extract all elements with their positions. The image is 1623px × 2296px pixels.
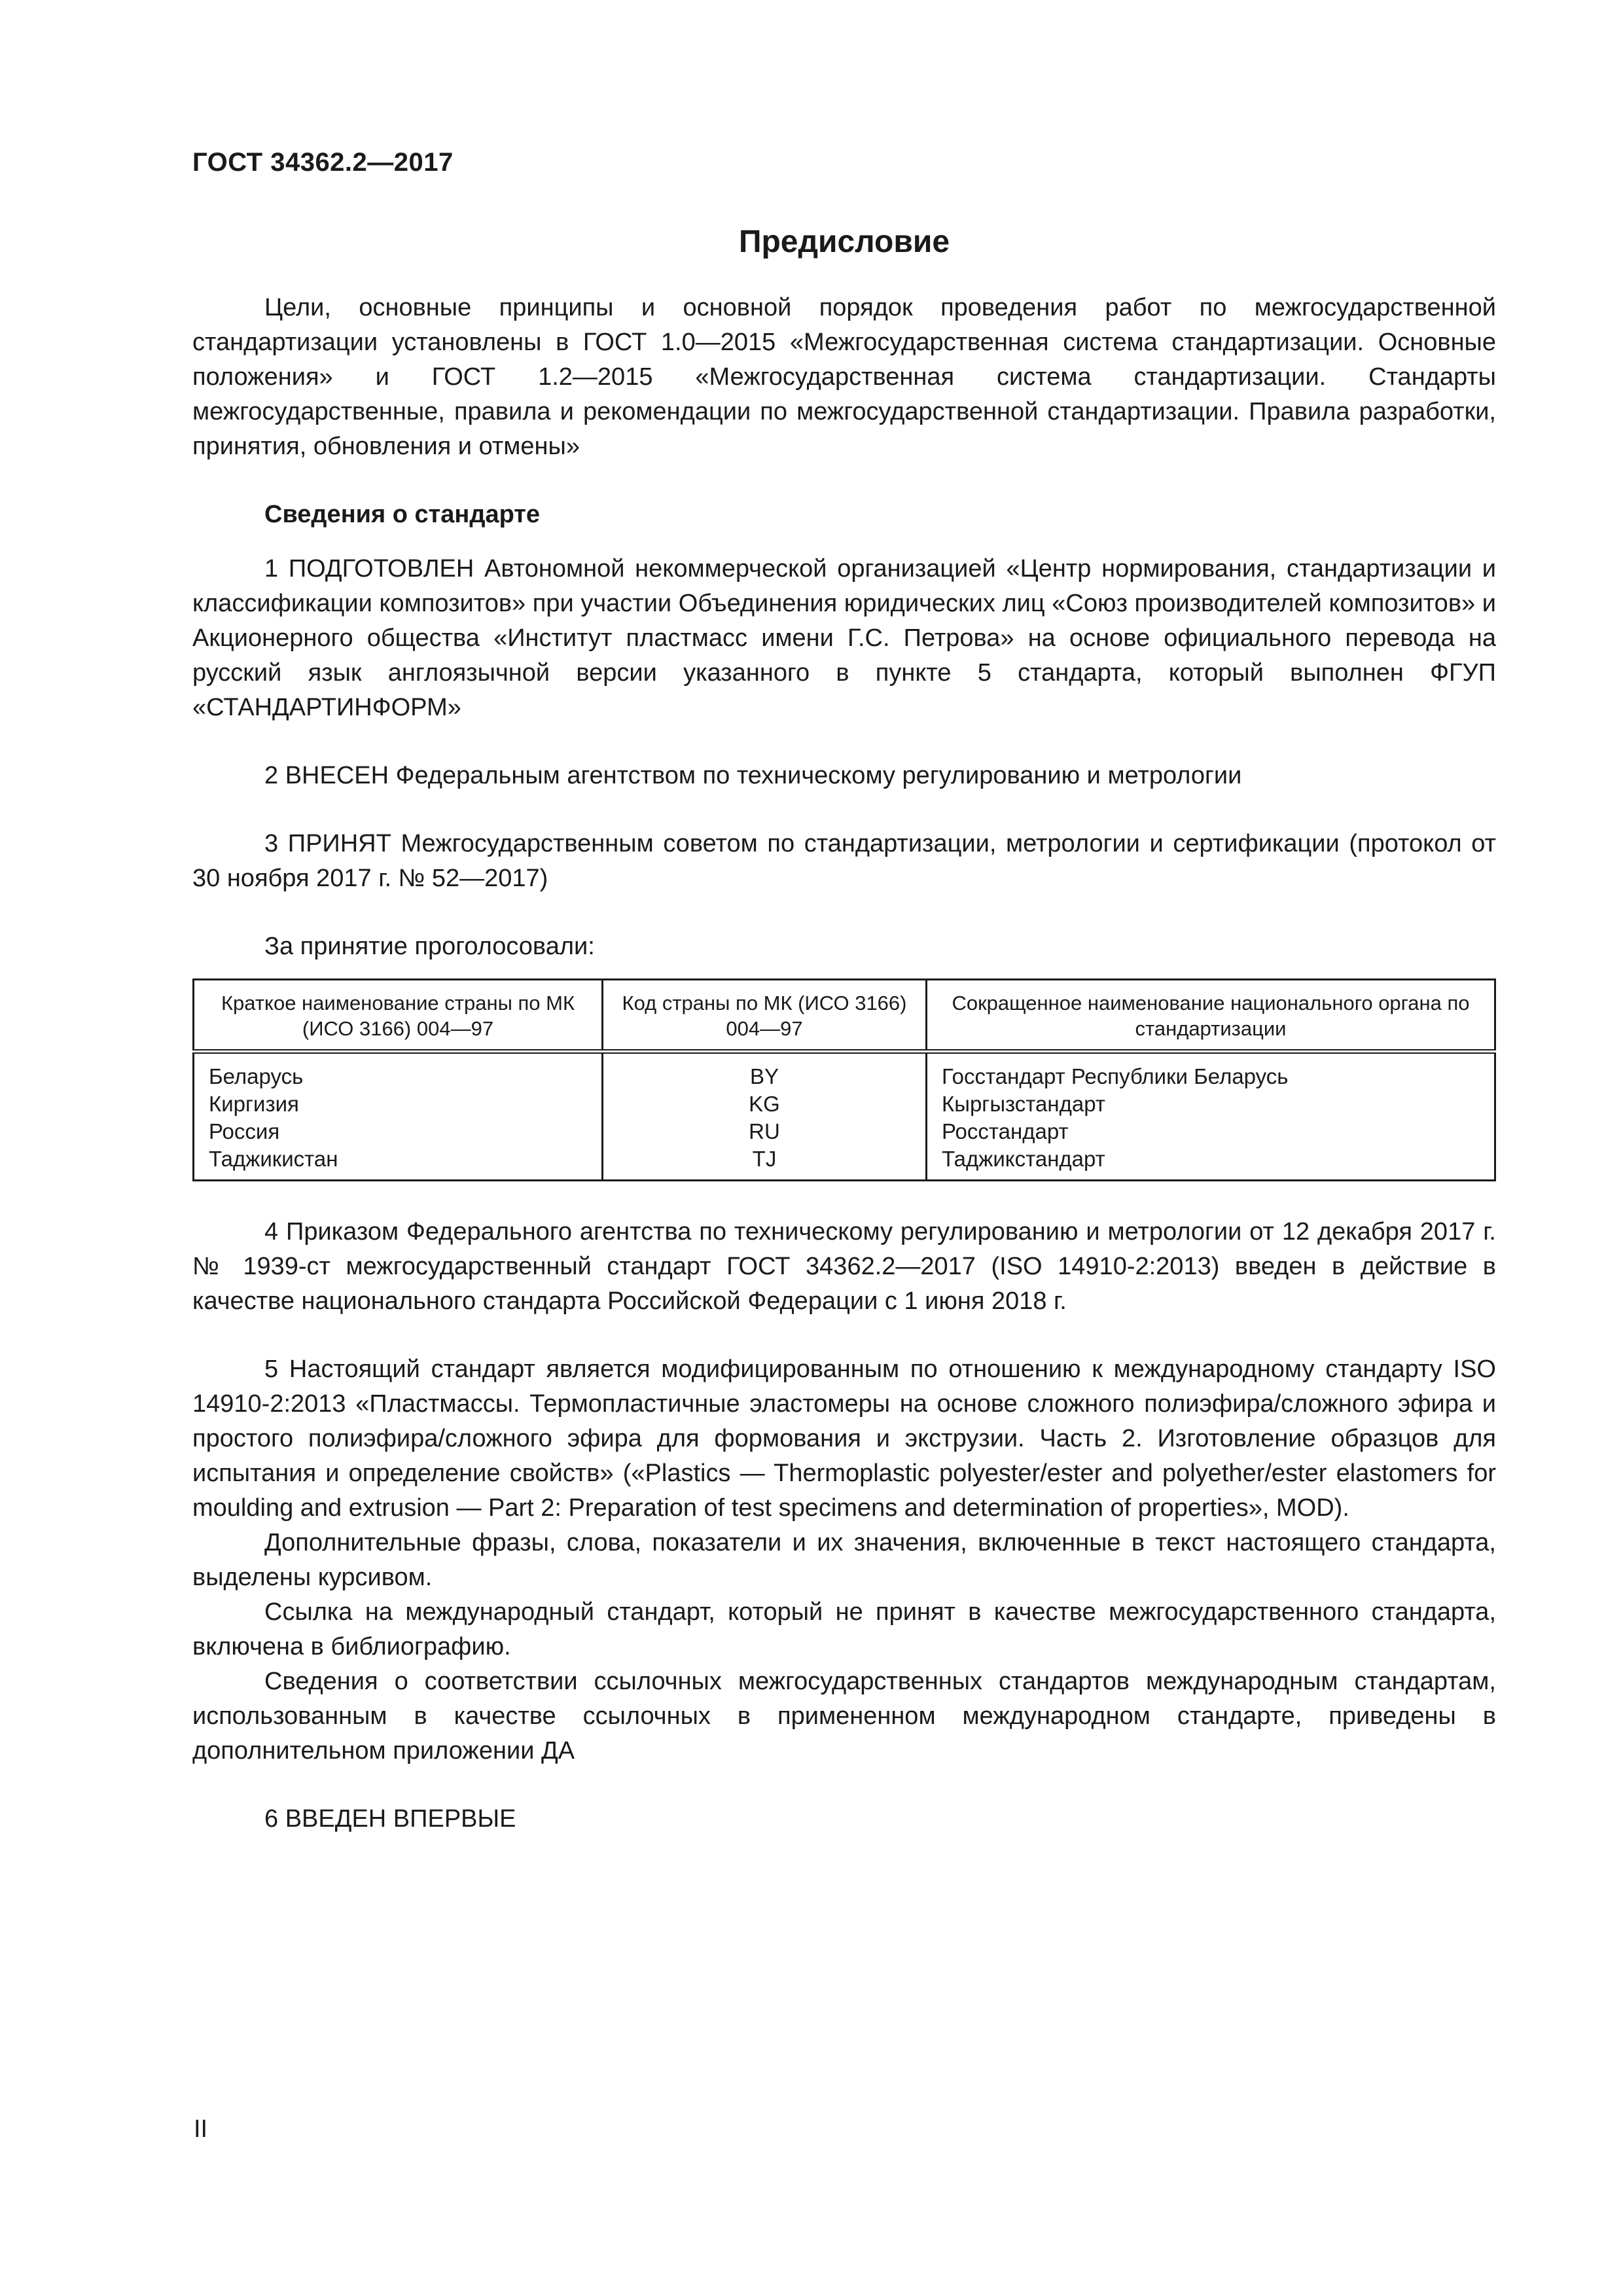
country-code-cell: BY [603,1052,927,1091]
table-intro: За принятие проголосовали: [264,933,595,960]
page-title: Предисловие [738,224,950,259]
country-name-cell: Таджикистан [194,1145,603,1181]
table-row [194,1145,1495,1181]
standards-body-cell: Кыргызстандарт [927,1090,1495,1118]
item-5-paragraph: 5 Настоящий стандарт является модифицированным по отношению к международному стандарту ISO 14910-2:2013 «Пластмассы. Термопластичные эластомеры на основе сложного полиэфира/сложного эфира и простого полиэфира/сложного эфира для формования и экструзии. Часть 2. Изготовление образцов для испытания и определение свойств» («Plastics — Thermoplastic polyester/ester and polyether/ester elastomers for moulding and extrusion — Part 2: Preparation of test specimens and determination of properties», MOD). [192,1355,1496,1522]
item-5-annex-note: Сведения о соответствии ссылочных межгосударственных стандартов международным стандартам, использованным в качестве ссылочных в примененном международном стандарте, приведены в дополнительном приложении ДА [192,1668,1496,1765]
standards-body-cell: Таджикстандарт [927,1145,1495,1181]
standards-body-cell: Госстандарт Республики Беларусь [927,1052,1495,1091]
section-heading: Сведения о стандарте [264,501,541,528]
voting-states-table [192,978,1496,1181]
item-4-paragraph: 4 Приказом Федерального агентства по техническому регулированию и метрологии от 12 декабря 2017 г. № 1939-ст межгосударственный стандарт ГОСТ 34362.2—2017 (ISO 14910-2:2013) введен в действие в качестве национального стандарта Российской Федерации с 1 июня 2018 г. [192,1218,1496,1315]
country-code-cell: KG [603,1090,927,1118]
item-6-paragraph: 6 ВВЕДЕН ВПЕРВЫЕ [264,1805,516,1833]
page-content [192,291,1496,1837]
table-header-country-code: Код страны по МК (ИСО 3166) 004—97 [603,980,927,1052]
country-name-cell: Россия [194,1118,603,1145]
item-2-paragraph: 2 ВНЕСЕН Федеральным агентством по техническому регулированию и метрологии [264,762,1242,789]
page-number: II [194,2115,208,2143]
country-code-cell: RU [603,1118,927,1145]
country-name-cell: Беларусь [194,1052,603,1091]
table-row [194,1052,1495,1091]
item-5-italics-note: Дополнительные фразы, слова, показатели и их значения, включенные в текст настоящего стандарта, выделены курсивом. [192,1529,1496,1591]
item-1-paragraph: 1 ПОДГОТОВЛЕН Автономной некоммерческой организацией «Центр нормирования, стандартизации и классификации композитов» при участии Объединения юридических лиц «Союз производителей композитов» и Акционерного общества «Институт пластмасс имени Г.С. Петрова» на основе официального перевода на русский язык англоязычной версии указанного в пункте 5 стандарта, который выполнен ФГУП «СТАНДАРТИНФОРМ» [192,555,1496,721]
country-code-cell: TJ [603,1145,927,1181]
item-3-paragraph: 3 ПРИНЯТ Межгосударственным советом по стандартизации, метрологии и сертификации (протокол от 30 ноября 2017 г. № 52—2017) [192,830,1496,892]
table-row [194,1090,1495,1118]
item-5-bibliography-note: Ссылка на международный стандарт, который не принят в качестве межгосударственного стандарта, включена в библиографию. [192,1598,1496,1660]
intro-paragraph: Цели, основные принципы и основной порядок проведения работ по межгосударственной стандартизации установлены в ГОСТ 1.0—2015 «Межгосударственная система стандартизации. Основные положения» и ГОСТ 1.2—2015 «Межгосударственная система стандартизации. Стандарты межгосударственные, правила и рекомендации по межгосударственной стандартизации. Правила разработки, принятия, обновления и отмены» [192,294,1496,460]
standards-body-cell: Росстандарт [927,1118,1495,1145]
document-code: ГОСТ 34362.2—2017 [192,148,454,177]
table-header-country-name: Краткое наименование страны по МК (ИСО 3166) 004—97 [194,980,603,1052]
country-name-cell: Киргизия [194,1090,603,1118]
table-row [194,1118,1495,1145]
table-header-standards-body: Сокращенное наименование национального органа по стандартизации [927,980,1495,1052]
